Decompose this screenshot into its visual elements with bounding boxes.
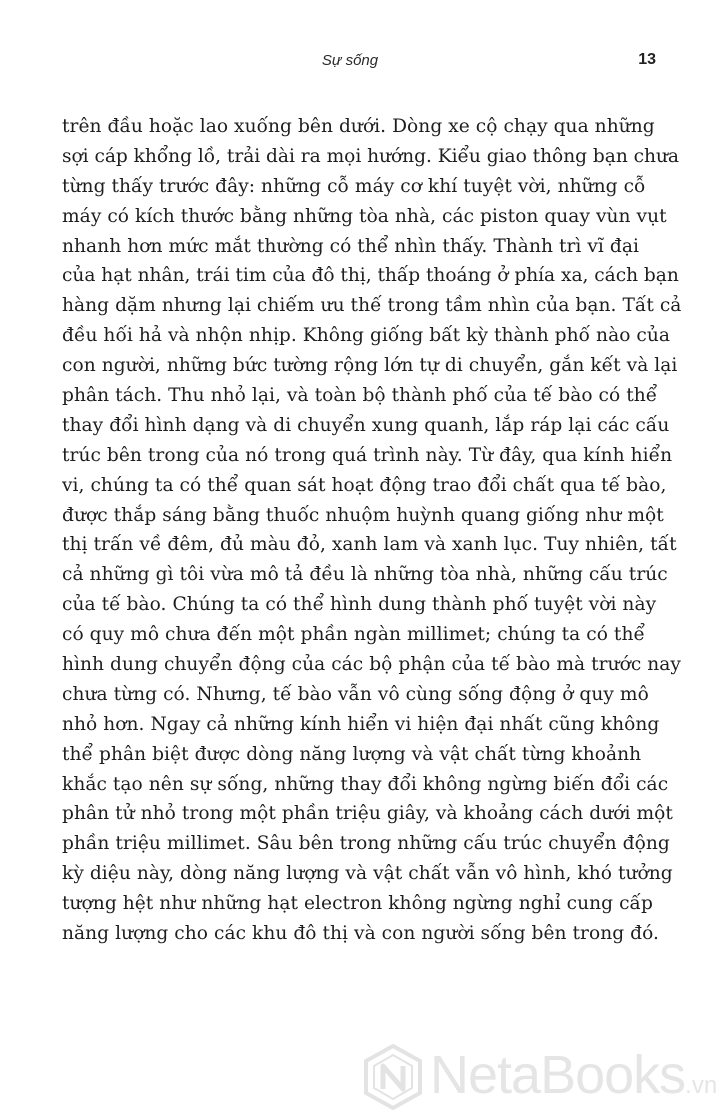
running-header xyxy=(0,50,700,74)
body-paragraph xyxy=(62,112,682,949)
text-line: nhỏ hơn. Ngay cả những kính hiển vi hiện đại nhất cũng không xyxy=(62,713,660,735)
text-line: phân tử nhỏ trong một phần triệu giây, và khoảng cách dưới một xyxy=(62,803,673,825)
text-line: nhanh hơn mức mắt thường có thể nhìn thấy. Thành trì vĩ đại xyxy=(62,235,639,257)
text-line: hàng dặm nhưng lại chiếm ưu thế trong tầm nhìn của bạn. Tất cả xyxy=(62,295,682,317)
text-line: vi, chúng ta có thể quan sát hoạt động trao đổi chất qua tế bào, xyxy=(62,474,667,496)
text-line: hình dung chuyển động của các bộ phận của tế bào mà trước nay xyxy=(62,654,681,676)
text-line: tượng hệt như những hạt electron không ngừng nghỉ cung cấp xyxy=(62,893,653,915)
text-line: con người, những bức tường rộng lớn tự di chuyển, gắn kết và lại xyxy=(62,355,678,377)
text-line: phân tách. Thu nhỏ lại, và toàn bộ thành phố của tế bào có thể xyxy=(62,385,658,407)
text-line: thay đổi hình dạng và di chuyển xung quanh, lắp ráp lại các cấu xyxy=(62,414,670,436)
text-line: thể phân biệt được dòng năng lượng và vật chất từng khoảnh xyxy=(62,743,642,765)
text-line: được thắp sáng bằng thuốc nhuộm huỳnh quang giống như một xyxy=(62,504,664,526)
watermark-brand xyxy=(430,1042,717,1119)
netabooks-watermark xyxy=(362,1040,717,1112)
page-number: 13 xyxy=(638,51,656,68)
netabooks-n-logo-icon xyxy=(362,1044,424,1110)
watermark-domain-suffix: .vn xyxy=(685,1072,717,1099)
text-line: phần triệu millimet. Sâu bên trong những cấu trúc chuyển động xyxy=(62,833,670,855)
text-line: của hạt nhân, trái tim của đô thị, thấp thoáng ở phía xa, cách bạn xyxy=(62,265,679,287)
text-line: chưa từng có. Nhưng, tế bào vẫn vô cùng sống động ở quy mô xyxy=(62,683,649,705)
running-title: Sự sống xyxy=(321,52,379,69)
text-line: kỳ diệu này, dòng năng lượng và vật chất vẫn vô hình, khó tưởng xyxy=(62,863,673,885)
text-line: khắc tạo nên sự sống, những thay đổi không ngừng biến đổi các xyxy=(62,773,669,795)
text-line: từng thấy trước đây: những cỗ máy cơ khí tuyệt vời, những cỗ xyxy=(62,175,646,197)
text-line: máy có kích thước bằng những tòa nhà, các piston quay vùn vụt xyxy=(62,205,667,227)
text-line: cả những gì tôi vừa mô tả đều là những tòa nhà, những cấu trúc xyxy=(62,564,668,586)
watermark-brand-name: NetaBooks xyxy=(430,1045,686,1105)
text-line: đều hối hả và nhộn nhịp. Không giống bất kỳ thành phố nào của xyxy=(62,325,671,347)
text-line: năng lượng cho các khu đô thị và con người sống bên trong đó. xyxy=(62,923,659,945)
text-line: của tế bào. Chúng ta có thể hình dung thành phố tuyệt vời này xyxy=(62,594,657,616)
text-line: trúc bên trong của nó trong quá trình này. Từ đây, qua kính hiển xyxy=(62,444,673,466)
text-line: có quy mô chưa đến một phần ngàn millimet; chúng ta có thể xyxy=(62,624,645,646)
text-line: sợi cáp khổng lồ, trải dài ra mọi hướng. Kiểu giao thông bạn chưa xyxy=(62,145,679,167)
text-line: trên đầu hoặc lao xuống bên dưới. Dòng xe cộ chạy qua những xyxy=(62,116,655,137)
text-line: thị trấn về đêm, đủ màu đỏ, xanh lam và xanh lục. Tuy nhiên, tất xyxy=(62,534,677,556)
